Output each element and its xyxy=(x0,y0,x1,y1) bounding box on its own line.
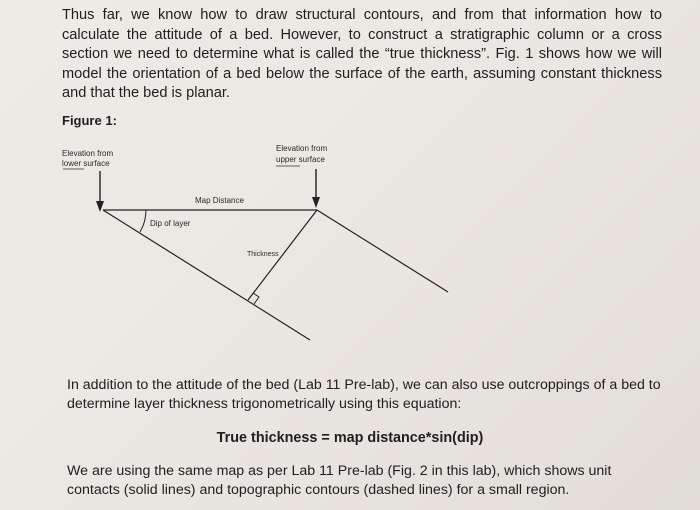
upper-arrow-head xyxy=(312,197,320,208)
elevation-lower-label-line2: lower surface xyxy=(62,159,110,168)
lower-bed-surface xyxy=(103,210,310,340)
elevation-lower-label-line1: Elevation from xyxy=(62,149,114,158)
elevation-upper-label-line2: upper surface xyxy=(276,155,325,164)
true-thickness-equation: True thickness = map distance*sin(dip) xyxy=(216,430,484,446)
thickness-label: Thickness xyxy=(247,251,279,258)
intro-paragraph: Thus far, we know how to draw structural contours, and from that information how to calculate the attitude of a bed. However, to construct a stratigraphic column or a cross section we need to determine what is called the “true thickness”. Fig. 1 shows how we will model the orientation of a bed below the surface of the earth, assuming constant thickness and that the bed is planar. xyxy=(62,7,662,101)
map-distance-label: Map Distance xyxy=(195,196,244,205)
dip-angle-arc xyxy=(140,210,146,232)
elevation-upper-label-line1: Elevation from xyxy=(276,144,328,153)
figure-label: Figure 1: xyxy=(62,113,117,128)
dip-of-layer-label: Dip of layer xyxy=(150,219,191,228)
map-paragraph: We are using the same map as per Lab 11 Pre-lab (Fig. 2 in this lab), which shows unit contacts (solid lines) and topographic contours (dashed lines) for a small region. xyxy=(67,463,612,498)
upper-bed-surface xyxy=(317,210,448,292)
right-angle-marker xyxy=(253,293,259,304)
attitude-paragraph: In addition to the attitude of the bed (Lab 11 Pre-lab), we can also use outcroppings of a bed to determine layer thickness trigonometrically using this equation: xyxy=(67,377,661,412)
